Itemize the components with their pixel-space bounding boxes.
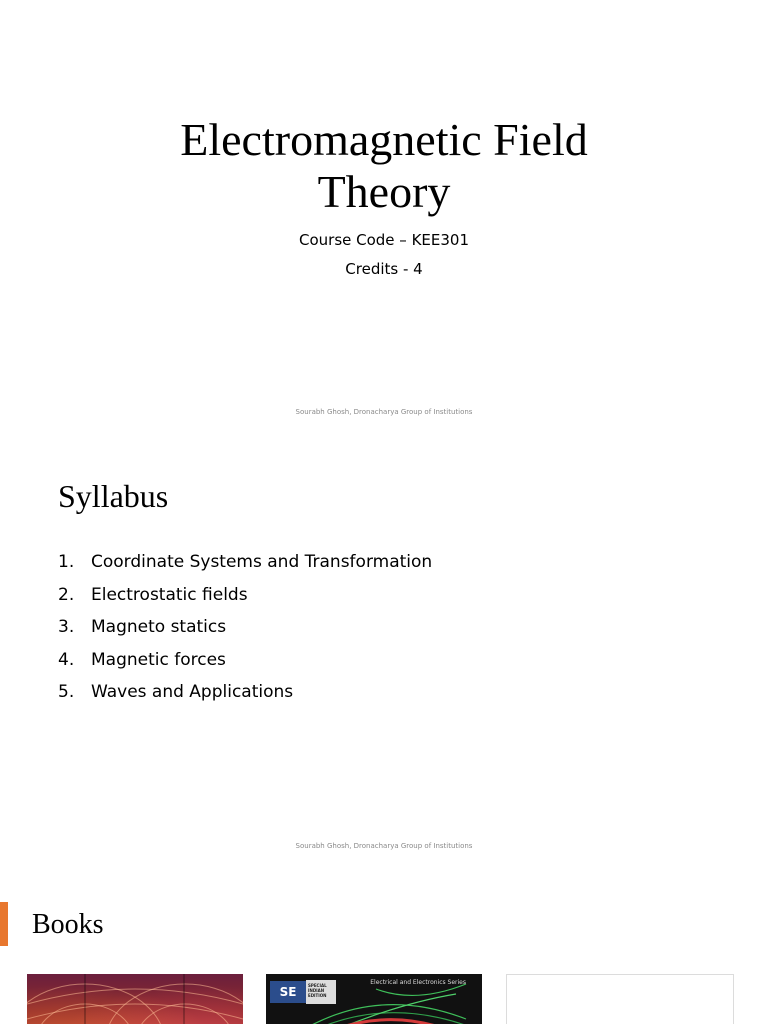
slide-heading: Books (32, 909, 104, 940)
list-text: Coordinate Systems and Transformation (91, 552, 433, 572)
books-slide (0, 868, 768, 1024)
course-code: Course Code – KEE301 (299, 231, 469, 249)
syllabus-list (58, 550, 432, 713)
list-text: Magneto statics (91, 617, 227, 637)
list-number: 3. (58, 617, 75, 637)
book-cover-1 (27, 974, 243, 1024)
title-slide (0, 0, 768, 434)
title-line-2: Theory (317, 166, 451, 217)
list-text: Electrostatic fields (91, 584, 248, 605)
list-number: 1. (58, 552, 75, 572)
slide-footer: Sourabh Ghosh, Dronacharya Group of Institutions (295, 408, 473, 416)
slide-footer: Sourabh Ghosh, Dronacharya Group of Institutions (295, 842, 473, 850)
list-number: 2. (58, 584, 75, 605)
series-label: Electrical and Electronics Series (370, 979, 466, 986)
list-number: 5. (58, 682, 75, 702)
publisher-logo: SE (270, 981, 306, 1003)
cover-grid (27, 974, 243, 1024)
credits: Credits - 4 (345, 260, 423, 278)
title-line-1: Electromagnetic Field (180, 114, 588, 165)
list-item (58, 648, 432, 681)
slide-title (0, 114, 768, 218)
list-number: 4. (58, 649, 75, 670)
list-item (58, 550, 432, 583)
syllabus-slide (0, 434, 768, 868)
list-text: Waves and Applications (91, 682, 294, 702)
list-item (58, 615, 432, 648)
list-text: Magnetic forces (91, 649, 226, 670)
list-item (58, 680, 432, 713)
book-cover-3 (506, 974, 734, 1024)
list-item (58, 583, 432, 616)
slide-heading: Syllabus (58, 478, 169, 514)
accent-bar (0, 902, 8, 946)
edition-badge: SPECIAL INDIAN EDITION (306, 980, 336, 1004)
book-cover-2 (266, 974, 482, 1024)
